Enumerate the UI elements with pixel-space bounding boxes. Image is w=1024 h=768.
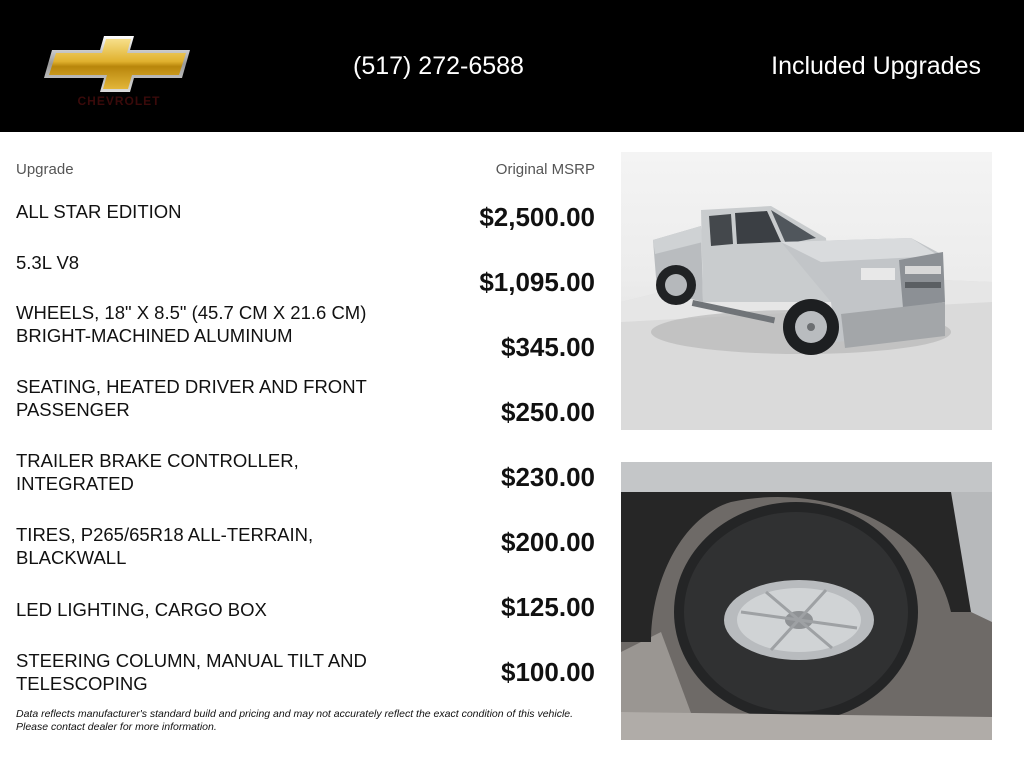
upgrade-column-header: Upgrade bbox=[16, 161, 74, 178]
upgrade-name: WHEELS, 18" X 8.5" (45.7 CM X 21.6 CM) BRIGHT-MACHINED ALUMINUM bbox=[16, 302, 367, 346]
upgrade-price: $2,500.00 bbox=[479, 202, 595, 232]
upgrade-price: $230.00 bbox=[501, 462, 595, 492]
header-bar bbox=[0, 0, 1024, 132]
upgrade-name: STEERING COLUMN, MANUAL TILT AND TELESCOPING bbox=[16, 650, 367, 694]
upgrade-name: ALL STAR EDITION bbox=[16, 201, 182, 222]
page-title: Included Upgrades bbox=[771, 52, 981, 80]
upgrade-price: $1,095.00 bbox=[479, 267, 595, 297]
upgrade-price: $100.00 bbox=[501, 657, 595, 687]
msrp-column-header: Original MSRP bbox=[495, 161, 595, 178]
upgrade-price: $200.00 bbox=[501, 527, 595, 557]
upgrade-name: SEATING, HEATED DRIVER AND FRONT PASSENGER bbox=[16, 376, 367, 420]
truck-photo bbox=[621, 152, 992, 430]
upgrade-name: TIRES, P265/65R18 ALL-TERRAIN, BLACKWALL bbox=[16, 524, 314, 568]
upgrade-name: LED LIGHTING, CARGO BOX bbox=[16, 599, 267, 620]
tire-photo bbox=[621, 462, 992, 740]
chevrolet-wordmark: CHEVROLET bbox=[77, 94, 161, 108]
upgrade-price: $345.00 bbox=[501, 332, 595, 362]
dealer-phone-number[interactable]: (517) 272-6588 bbox=[353, 52, 524, 80]
upgrade-price: $125.00 bbox=[501, 592, 595, 622]
upgrade-name: 5.3L V8 bbox=[16, 252, 80, 273]
upgrade-price: $250.00 bbox=[501, 397, 595, 427]
upgrade-name: TRAILER BRAKE CONTROLLER, INTEGRATED bbox=[16, 450, 299, 494]
pricing-disclaimer: Data reflects manufacturer's standard build and pricing and may not accurately reflect the exact condition of this vehicle. Please contact dealer for more information. bbox=[16, 708, 574, 733]
